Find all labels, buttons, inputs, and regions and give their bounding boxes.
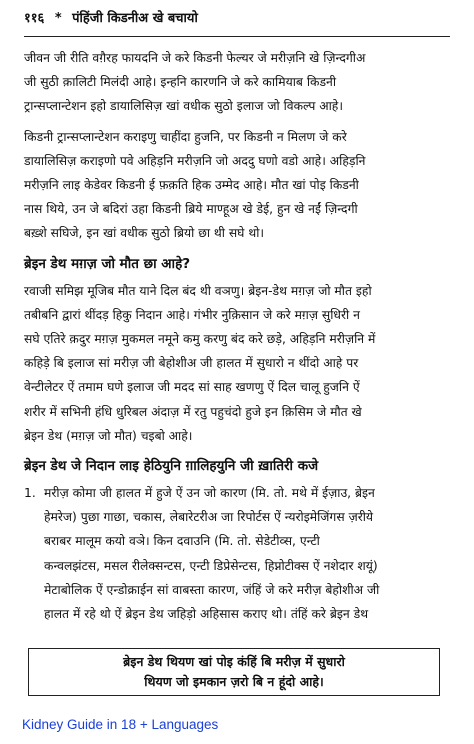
note-line-1: ब्रेइन डेथ थियण खां पोइ कंहिं बि मरीज़ में सुधारो xyxy=(123,654,345,669)
section-heading-brain-death: ब्रेइन डेथ मग़ज़ जो मौत छा आहे? xyxy=(24,255,191,272)
header-separator: * xyxy=(54,11,62,26)
highlight-note-box xyxy=(28,648,440,696)
note-line-2: थियण जो इमकान ज़रो बि न हूंदो आहे। xyxy=(144,674,324,689)
list-item xyxy=(24,481,452,626)
page-header xyxy=(24,10,450,28)
paragraph-2: किडनी ट्रान्सप्लान्टेशन कराइणु चाहींदा हुजनि, पर किडनी न मिलण जे करे डायालिसिज़ कराइणो पवे अहिड़नि मरीज़नि जो अददु घणो वडो आहे। अहिड़नि मरीज़नि लाइ केडेवर किडनी ई फ़क़ति हिक उम्मेद आहे। मौत खां पोइ किडनी नास थिये, उन जे बदिरां उहा किडनी ब्रिये माण्हूअ खे डेई, हुन खे नईं ज़िन्दगी बख़्शे सघिजे, इन खां वधीक सुठो ब्रियो छा थी सघे थो। xyxy=(24,129,366,241)
footer-link[interactable]: Kidney Guide in 18 + Languages xyxy=(22,717,219,732)
chapter-title: पंहिंजी किडनीअ खे बचायो xyxy=(72,11,198,26)
list-item-number: 1. xyxy=(24,486,36,501)
header-divider xyxy=(24,36,450,37)
section-heading-diagnosis: ब्रेइन डेथ जे निदान लाइ हेठियुनि ग़ालिहयुनि जी ख़ातिरी कजे xyxy=(24,458,319,475)
section-1-body: रवाजी समिझ मूजिब मौत याने दिल बंद थी वञणु। ब्रेइन-डेथ मग़ज़ जो मौत इहो तबीबनि द्वारां थींदड़ हिकु निदान आहे। गंभीर नुक़िसान जे करे मग़ज़ सुधिरी न सघे एतिरे क़दुर मग़ज़ मुकमल नमूने कमु करणु बंद करे छड़े, अहिड़नि मरीज़नि में कहिड़े बि इलाज सां मरीज़ जी बेहोशीअ जी हालत में सुधारो न थींदो आहे पर वेन्टीलेटर ऐं तमाम घणे इलाज जी मदद सां साह खणणु ऐं दिल चालू हुजनि ऐं शरीर में सभिनी हंधि धुरिबल अंदाज़ में रतु पहुचंदो हुजे इन क़िसिम जे मौत खे ब्रेइन डेथ (मग़ज़ जो मौत) चइबो आहे। xyxy=(24,283,376,443)
paragraph-1: जीवन जी रीति वग़ैरह फायदनि जे करे किडनी फेल्यर जे मरीज़नि खे ज़िन्दगीअ जी सुठी क़ालिटी मिलंदी आहे। इन्हनि कारणनि जे करे कामियाब किडनी ट्रान्सप्लान्टेशन इहो डायालिसिज़ खां वधीक सुठो इलाज जो विकल्प आहे। xyxy=(24,51,366,114)
page-number: ११६ xyxy=(24,11,45,26)
page-content xyxy=(24,46,452,632)
list-item-text: मरीज़ कोमा जी हालत में हुजे ऐं उन जो कारण (मि. तो. मथे में ईज़ाउ, ब्रेइन हेमरेज) पुछा गाछा, चकास, लेबारेटरीअ जा रिपोर्टस ऐं न्यरोइमेजिंगस ज़रीये बराबर मालूम कयो वञे। किन दवाउनि (मि. तो. सेडेटीव्स, एन्टी कन्वलझंटस, मसल रीलेक्सन्टस, एन्टी डिप्रेसेन्टस, हिप्नोटीक्स ऐं नशेदार शयूं) मेटाबोलिक ऐं एन्डोक्राईन सां वाबस्ता कारण, जंहिं जे करे मरीज़ बेहोशीअ जी हालत में रहे थो ऐं ब्रेइन डेथ जहिड़ो अहिसास कराए थो। तंहिं करे ब्रेइन डेथ xyxy=(44,486,380,622)
